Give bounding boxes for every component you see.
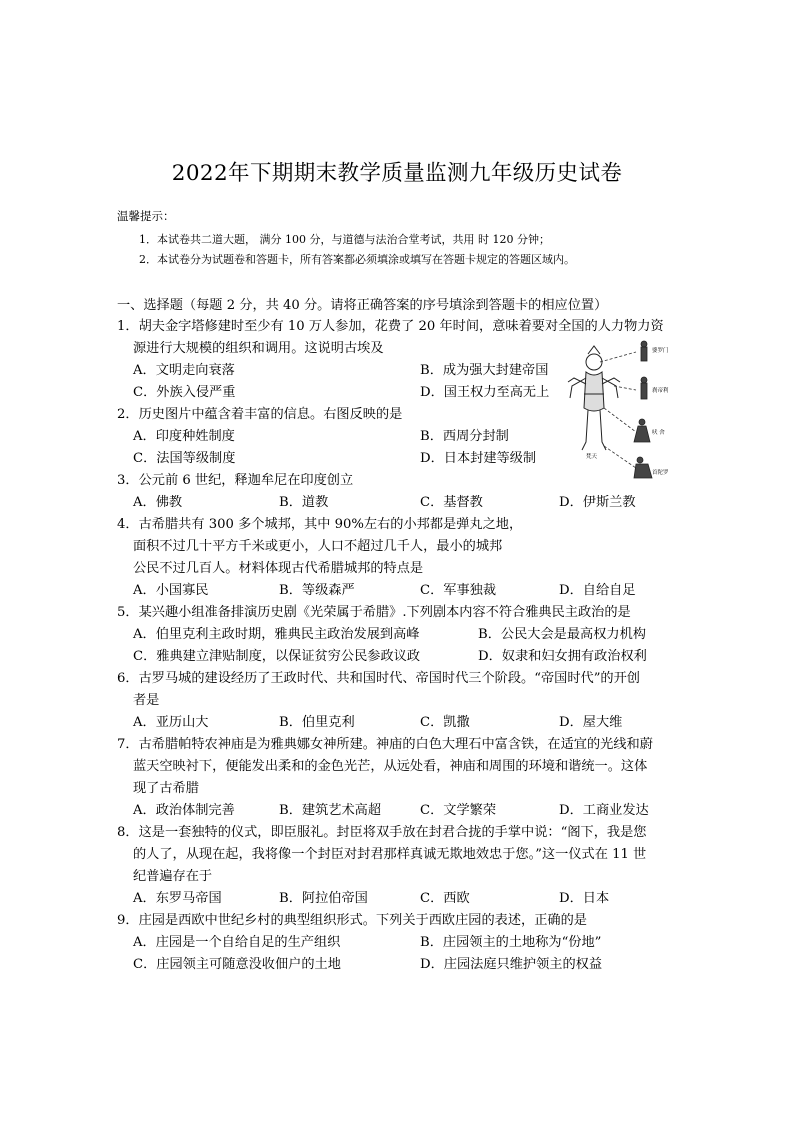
option-a: A．小国寡民 [133, 583, 209, 598]
question-text: 蓝天空映衬下，便能发出柔和的金色光芒，从远处看，神庙和周围的环境和谐统一。这体 [133, 759, 648, 774]
option-b: B．道教 [279, 495, 329, 510]
option-b: B．成为强大封建帝国 [420, 363, 549, 378]
option-d: D．伊斯兰教 [559, 495, 636, 510]
option-d: D．日本封建等级制 [420, 451, 537, 466]
tips-heading: 温馨提示： [117, 209, 175, 223]
option-b: B．阿拉伯帝国 [279, 891, 368, 906]
question-text: 现了古希腊 [133, 781, 199, 796]
deity-figure [568, 346, 620, 450]
question-text: 公民不过几百人。材料体现古代希腊城邦的特点是 [133, 561, 424, 576]
option-b: B．建筑艺术高超 [279, 803, 382, 818]
option-d: D．奴隶和妇女拥有政治权利 [478, 649, 647, 664]
section-heading: 一、选择题（每题 2 分，共 40 分。请将正确答案的序号填涂到答题卡的相应位置） [117, 298, 608, 313]
option-a: A．印度种姓制度 [133, 429, 235, 444]
option-c: C．凯撒 [420, 715, 470, 730]
option-d: D．工商业发达 [559, 803, 649, 818]
label-vaishya: 吠 舍 [652, 430, 665, 436]
question-text: 9．庄园是西欧中世纪乡村的典型组织形式。下列关于西欧庄园的表述，正确的是 [117, 913, 587, 928]
label-kshatriya: 刹帝利 [652, 388, 669, 394]
option-a: A．庄园是一个自给自足的生产组织 [133, 935, 341, 950]
option-b: B．西周分封制 [420, 429, 509, 444]
question-text: 4．古希腊共有 300 多个城邦，其中 90%左右的小邦都是弹丸之地， [117, 517, 523, 532]
option-b: B．庄园领主的土地称为“份地” [420, 935, 602, 950]
option-a: A．政治体制完善 [133, 803, 235, 818]
question-text: 的人了，从现在起，我将像一个封臣对封君那样真诚无欺地效忠于您。”这一仪式在 11 世 [133, 847, 647, 862]
label-shudra: 首陀罗 [652, 470, 669, 476]
option-c: C．军事独裁 [420, 583, 497, 598]
option-d: D．自给自足 [559, 583, 636, 598]
caste-figures [634, 341, 652, 478]
option-a: A．文明走向衰落 [133, 363, 235, 378]
option-d: D．日本 [559, 891, 610, 906]
option-a: A．亚历山大 [133, 715, 209, 730]
question-text: 源进行大规模的组织和调用。这说明古埃及 [133, 341, 384, 356]
option-c: C．基督教 [420, 495, 483, 510]
question-text: 1．胡夫金字塔修建时至少有 10 万人参加，花费了 20 年时间，意味着要对全国的人力物力资 [117, 319, 664, 334]
question-text: 2．历史图片中蕴含着丰富的信息。右图反映的是 [117, 407, 403, 422]
option-a: A．东罗马帝国 [133, 891, 222, 906]
tip-item-2: 2．本试卷分为试题卷和答题卡，所有答案都必须填涂或填写在答题卡规定的答题区域内。 [139, 253, 575, 266]
option-c: C．外族入侵严重 [133, 385, 236, 400]
question-text: 纪普遍存在于 [133, 869, 213, 884]
option-c: C．法国等级制度 [133, 451, 236, 466]
option-d: D．庄园法庭只维护领主的权益 [420, 957, 603, 972]
option-d: D．屋大维 [559, 715, 623, 730]
question-text: 7．古希腊帕特农神庙是为雅典娜女神所建。神庙的白色大理石中富含铁，在适宜的光线和蔚 [117, 737, 653, 752]
caste-system-figure [564, 338, 674, 486]
option-b: B．公民大会是最高权力机构 [478, 627, 646, 642]
option-a: A．伯里克利主政时期，雅典民主政治发展到高峰 [133, 627, 420, 642]
option-d: D．国王权力至高无上 [420, 385, 550, 400]
question-text: 面积不过几十平方千米或更小，人口不超过几千人，最小的城邦 [133, 539, 503, 554]
option-c: C．雅典建立津贴制度，以保证贫穷公民参政议政 [133, 649, 421, 664]
question-text: 5．某兴趣小组准备排演历史剧《光荣属于希腊》.下列剧本内容不符合雅典民主政治的是 [117, 605, 631, 620]
page-title: 2022年下期期末教学质量监测九年级历史试卷 [171, 161, 623, 186]
question-text: 6．古罗马城的建设经历了王政时代、共和国时代、帝国时代三个阶段。“帝国时代”的开创 [117, 671, 640, 686]
option-c: C．文学繁荣 [420, 803, 497, 818]
option-c: C．西欧 [420, 891, 470, 906]
option-b: B．伯里克利 [279, 715, 355, 730]
question-text: 8．这是一套独特的仪式，即臣服礼。封臣将双手放在封君合拢的手掌中说：“阁下，我是您 [117, 825, 647, 840]
option-a: A．佛教 [133, 495, 183, 510]
option-b: B．等级森严 [279, 583, 355, 598]
question-text: 3．公元前 6 世纪，释迦牟尼在印度创立 [117, 473, 354, 488]
option-c: C．庄园领主可随意没收佃户的土地 [133, 957, 341, 972]
label-brahma: 梵天 [586, 454, 598, 460]
tip-item-1: 1．本试卷共二道大题， 满分 100 分，与道德与法治合堂考试，共用 时 120 分钟； [139, 233, 550, 246]
label-brahmin: 婆罗门 [652, 348, 669, 354]
question-text: 者是 [133, 693, 160, 708]
